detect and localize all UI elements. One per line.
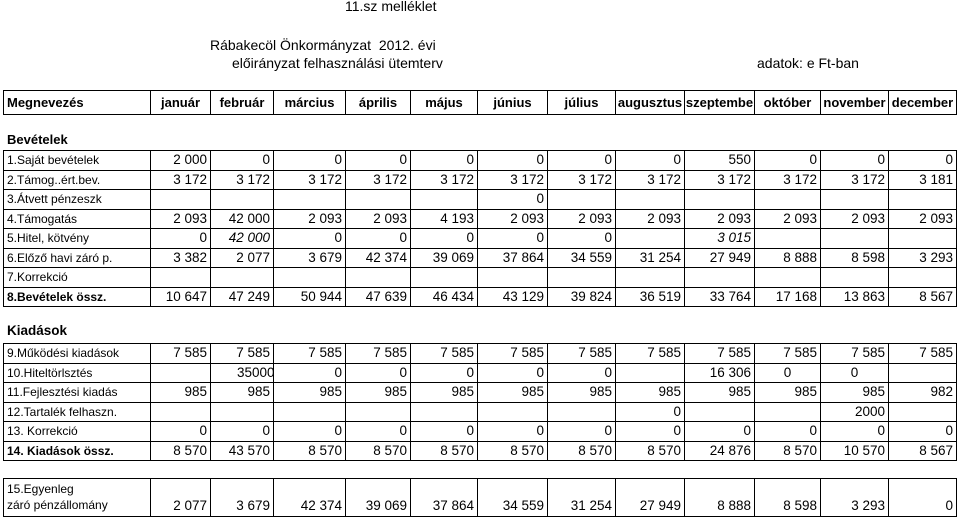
month-value-cell (888, 228, 956, 248)
month-value-cell: 7 585 (754, 343, 820, 363)
row-label: 9.Működési kiadások (3, 343, 150, 363)
month-value-cell: 2 093 (684, 209, 754, 229)
month-value-cell (888, 189, 956, 209)
row-label: 14. Kiadások össz. (3, 441, 150, 461)
month-value-cell: 8 567 (888, 287, 956, 307)
month-value-cell: 3 181 (888, 170, 956, 190)
month-value-cell: 34 559 (477, 478, 547, 516)
row-label-line2: záró pénzállomány (7, 498, 108, 512)
month-value-cell: 7 585 (477, 343, 547, 363)
column-header-month: szeptembe (684, 90, 754, 114)
month-value-cell: 2 093 (150, 209, 210, 229)
month-value-cell: 7 585 (210, 343, 273, 363)
month-value-cell: 13 863 (820, 287, 888, 307)
month-value-cell: 0 (477, 228, 547, 248)
month-value-cell: 985 (273, 382, 345, 402)
income-heading: Bevételek (7, 132, 68, 147)
month-value-cell: 8 570 (345, 441, 410, 461)
month-value-cell: 43 129 (477, 287, 547, 307)
month-value-cell: 0 (547, 363, 615, 383)
table-header (3, 90, 957, 115)
month-value-cell: 2 093 (477, 209, 547, 229)
month-value-cell: 8 570 (477, 441, 547, 461)
month-value-cell: 0 (345, 421, 410, 441)
month-value-cell: 2 077 (150, 478, 210, 516)
column-header-month: augusztus (615, 90, 684, 114)
month-value-cell: 2 093 (820, 209, 888, 229)
column-header-month: december (888, 90, 956, 114)
month-value-cell: 3 015 (684, 228, 754, 248)
expenses-row (3, 441, 956, 461)
row-label (3, 478, 150, 516)
month-value-cell (684, 267, 754, 287)
month-value-cell: 7 585 (273, 343, 345, 363)
month-value-cell: 0 (345, 150, 410, 170)
month-value-cell: 2000 (820, 402, 888, 422)
month-value-cell: 0 (888, 421, 956, 441)
month-value-cell: 8 570 (273, 441, 345, 461)
income-table (3, 150, 957, 307)
month-value-cell (210, 402, 273, 422)
month-value-cell: 42 000 (210, 228, 273, 248)
month-value-cell (820, 228, 888, 248)
row-label: 2.Támog..ért.bev. (3, 170, 150, 190)
row-label: 7.Korrekció (3, 267, 150, 287)
month-value-cell: 3 172 (684, 170, 754, 190)
month-value-cell: 8 598 (820, 248, 888, 268)
month-value-cell: 8 888 (754, 248, 820, 268)
column-header-month: február (210, 90, 273, 114)
month-value-cell (615, 228, 684, 248)
month-value-cell: 2 093 (547, 209, 615, 229)
month-value-cell: 985 (615, 382, 684, 402)
row-label: 1.Saját bevételek (3, 150, 150, 170)
month-value-cell (754, 189, 820, 209)
income-row (3, 248, 956, 268)
column-header-month: november (820, 90, 888, 114)
month-value-cell: 0 (273, 363, 345, 383)
month-value-cell: 37 864 (477, 248, 547, 268)
month-value-cell: 8 570 (150, 441, 210, 461)
month-value-cell: 37 864 (410, 478, 477, 516)
month-value-cell: 8 567 (888, 441, 956, 461)
month-value-cell: 0 (615, 402, 684, 422)
month-value-cell: 8 888 (684, 478, 754, 516)
month-value-cell: 3 382 (150, 248, 210, 268)
month-value-cell (345, 189, 410, 209)
month-value-cell: 3 172 (477, 170, 547, 190)
month-value-cell: 8 570 (754, 441, 820, 461)
month-value-cell: 0 (684, 421, 754, 441)
month-value-cell: 10 570 (820, 441, 888, 461)
month-value-cell: 39 824 (547, 287, 615, 307)
month-value-cell (410, 402, 477, 422)
month-value-cell: 33 764 (684, 287, 754, 307)
month-value-cell: 27 949 (684, 248, 754, 268)
month-value-cell: 3 172 (820, 170, 888, 190)
month-value-cell (273, 402, 345, 422)
month-value-cell (754, 267, 820, 287)
month-value-cell: 35000 (210, 363, 273, 383)
month-value-cell (150, 189, 210, 209)
month-value-cell: 0 (820, 363, 888, 383)
month-value-cell: 3 679 (210, 478, 273, 516)
month-value-cell: 7 585 (820, 343, 888, 363)
month-value-cell: 3 172 (210, 170, 273, 190)
month-value-cell: 7 585 (615, 343, 684, 363)
month-value-cell: 985 (210, 382, 273, 402)
month-value-cell: 24 876 (684, 441, 754, 461)
month-value-cell: 0 (477, 421, 547, 441)
month-value-cell: 31 254 (547, 478, 615, 516)
month-value-cell: 0 (888, 150, 956, 170)
month-value-cell: 8 570 (410, 441, 477, 461)
month-value-cell: 0 (210, 421, 273, 441)
month-value-cell: 0 (273, 228, 345, 248)
income-row (3, 209, 956, 229)
month-value-cell: 27 949 (615, 478, 684, 516)
month-value-cell (615, 267, 684, 287)
month-value-cell (547, 189, 615, 209)
month-value-cell: 2 077 (210, 248, 273, 268)
month-value-cell: 42 374 (345, 248, 410, 268)
month-value-cell: 3 172 (615, 170, 684, 190)
column-header-month: március (273, 90, 345, 114)
month-value-cell: 2 000 (150, 150, 210, 170)
annex-label: 11.sz melléklet (345, 0, 437, 14)
month-value-cell: 3 293 (888, 248, 956, 268)
expenses-row (3, 421, 956, 441)
month-value-cell: 0 (754, 363, 820, 383)
month-value-cell: 2 093 (615, 209, 684, 229)
document-title: Rábakecöl Önkormányzat 2012. évi (210, 37, 436, 53)
month-value-cell: 985 (410, 382, 477, 402)
row-label: 3.Átvett pénzeszk (3, 189, 150, 209)
month-value-cell: 0 (210, 150, 273, 170)
column-header-month: október (754, 90, 820, 114)
row-label: 5.Hitel, kötvény (3, 228, 150, 248)
month-value-cell (273, 267, 345, 287)
month-value-cell: 36 519 (615, 287, 684, 307)
month-value-cell: 0 (615, 150, 684, 170)
column-header-month: július (547, 90, 615, 114)
month-value-cell: 3 172 (410, 170, 477, 190)
month-value-cell (547, 267, 615, 287)
month-value-cell: 7 585 (150, 343, 210, 363)
month-value-cell: 34 559 (547, 248, 615, 268)
month-value-cell (410, 267, 477, 287)
month-value-cell: 50 944 (273, 287, 345, 307)
month-value-cell: 0 (477, 189, 547, 209)
month-value-cell: 0 (477, 150, 547, 170)
month-value-cell: 550 (684, 150, 754, 170)
month-value-cell (410, 189, 477, 209)
month-value-cell (150, 402, 210, 422)
month-value-cell (820, 189, 888, 209)
month-value-cell (150, 267, 210, 287)
month-value-cell: 0 (410, 150, 477, 170)
column-header-name: Megnevezés (3, 90, 150, 114)
month-value-cell: 2 093 (273, 209, 345, 229)
month-value-cell: 2 093 (888, 209, 956, 229)
month-value-cell: 3 172 (754, 170, 820, 190)
month-value-cell (615, 189, 684, 209)
month-value-cell (210, 267, 273, 287)
month-value-cell: 7 585 (410, 343, 477, 363)
month-value-cell: 3 172 (547, 170, 615, 190)
income-row (3, 170, 956, 190)
month-value-cell (477, 402, 547, 422)
month-value-cell: 31 254 (615, 248, 684, 268)
month-value-cell (888, 363, 956, 383)
row-label: 12.Tartalék felhaszn. (3, 402, 150, 422)
month-value-cell: 42 374 (273, 478, 345, 516)
month-value-cell: 982 (888, 382, 956, 402)
month-value-cell (273, 189, 345, 209)
header-row (3, 90, 956, 114)
month-value-cell: 985 (345, 382, 410, 402)
month-value-cell: 0 (820, 421, 888, 441)
row-label: 4.Támogatás (3, 209, 150, 229)
month-value-cell: 0 (273, 421, 345, 441)
row-label-line1: 15.Egyenleg (7, 482, 74, 496)
column-header-month: május (410, 90, 477, 114)
month-value-cell: 39 069 (345, 478, 410, 516)
unit-note: adatok: e Ft-ban (757, 55, 859, 71)
month-value-cell: 0 (273, 150, 345, 170)
balance-row (3, 478, 956, 516)
month-value-cell: 0 (754, 421, 820, 441)
month-value-cell (615, 363, 684, 383)
month-value-cell: 0 (345, 363, 410, 383)
month-value-cell (754, 402, 820, 422)
month-value-cell: 0 (150, 421, 210, 441)
expenses-table (3, 343, 957, 461)
income-row (3, 287, 956, 307)
month-value-cell: 0 (547, 150, 615, 170)
month-value-cell: 0 (615, 421, 684, 441)
month-value-cell: 0 (410, 363, 477, 383)
income-row (3, 150, 956, 170)
month-value-cell: 3 172 (273, 170, 345, 190)
column-header-month: április (345, 90, 410, 114)
expenses-row (3, 382, 956, 402)
column-header-month: június (477, 90, 547, 114)
balance-table (3, 478, 957, 517)
expenses-row (3, 343, 956, 363)
month-value-cell: 8 570 (547, 441, 615, 461)
month-value-cell: 46 434 (410, 287, 477, 307)
column-header-month: január (150, 90, 210, 114)
income-row (3, 267, 956, 287)
month-value-cell (684, 402, 754, 422)
month-value-cell: 7 585 (345, 343, 410, 363)
month-value-cell: 0 (410, 421, 477, 441)
month-value-cell: 0 (345, 228, 410, 248)
month-value-cell: 7 585 (684, 343, 754, 363)
month-value-cell: 4 193 (410, 209, 477, 229)
month-value-cell: 0 (754, 150, 820, 170)
month-value-cell (547, 402, 615, 422)
month-value-cell: 0 (410, 228, 477, 248)
month-value-cell: 0 (888, 478, 956, 516)
month-value-cell (888, 267, 956, 287)
month-value-cell: 2 093 (754, 209, 820, 229)
row-label: 8.Bevételek össz. (3, 287, 150, 307)
month-value-cell: 8 570 (615, 441, 684, 461)
month-value-cell (477, 267, 547, 287)
month-value-cell: 985 (547, 382, 615, 402)
month-value-cell: 0 (547, 421, 615, 441)
month-value-cell: 2 093 (345, 209, 410, 229)
month-value-cell: 3 172 (150, 170, 210, 190)
month-value-cell: 10 647 (150, 287, 210, 307)
month-value-cell: 0 (547, 228, 615, 248)
month-value-cell: 985 (477, 382, 547, 402)
month-value-cell: 42 000 (210, 209, 273, 229)
month-value-cell (345, 267, 410, 287)
month-value-cell: 47 249 (210, 287, 273, 307)
expenses-row (3, 402, 956, 422)
row-label: 13. Korrekció (3, 421, 150, 441)
month-value-cell: 985 (754, 382, 820, 402)
month-value-cell: 47 639 (345, 287, 410, 307)
month-value-cell: 985 (684, 382, 754, 402)
month-value-cell (150, 363, 210, 383)
row-label: 11.Fejlesztési kiadás (3, 382, 150, 402)
month-value-cell: 7 585 (888, 343, 956, 363)
document-subtitle: előirányzat felhasználási ütemterv (232, 55, 443, 71)
month-value-cell: 8 598 (754, 478, 820, 516)
month-value-cell: 0 (477, 363, 547, 383)
month-value-cell: 16 306 (684, 363, 754, 383)
income-row (3, 228, 956, 248)
month-value-cell (684, 189, 754, 209)
expenses-row (3, 363, 956, 383)
row-label: 6.Előző havi záró p. (3, 248, 150, 268)
month-value-cell: 7 585 (547, 343, 615, 363)
income-row (3, 189, 956, 209)
month-value-cell: 985 (820, 382, 888, 402)
month-value-cell (820, 267, 888, 287)
month-value-cell: 0 (150, 228, 210, 248)
month-value-cell (888, 402, 956, 422)
row-label: 10.Hiteltörlsztés (3, 363, 150, 383)
month-value-cell (210, 189, 273, 209)
month-value-cell: 3 293 (820, 478, 888, 516)
month-value-cell: 43 570 (210, 441, 273, 461)
month-value-cell: 0 (820, 150, 888, 170)
month-value-cell: 3 679 (273, 248, 345, 268)
month-value-cell: 3 172 (345, 170, 410, 190)
month-value-cell (345, 402, 410, 422)
month-value-cell: 39 069 (410, 248, 477, 268)
month-value-cell: 17 168 (754, 287, 820, 307)
expense-heading: Kiadások (7, 323, 68, 338)
month-value-cell: 985 (150, 382, 210, 402)
month-value-cell (754, 228, 820, 248)
